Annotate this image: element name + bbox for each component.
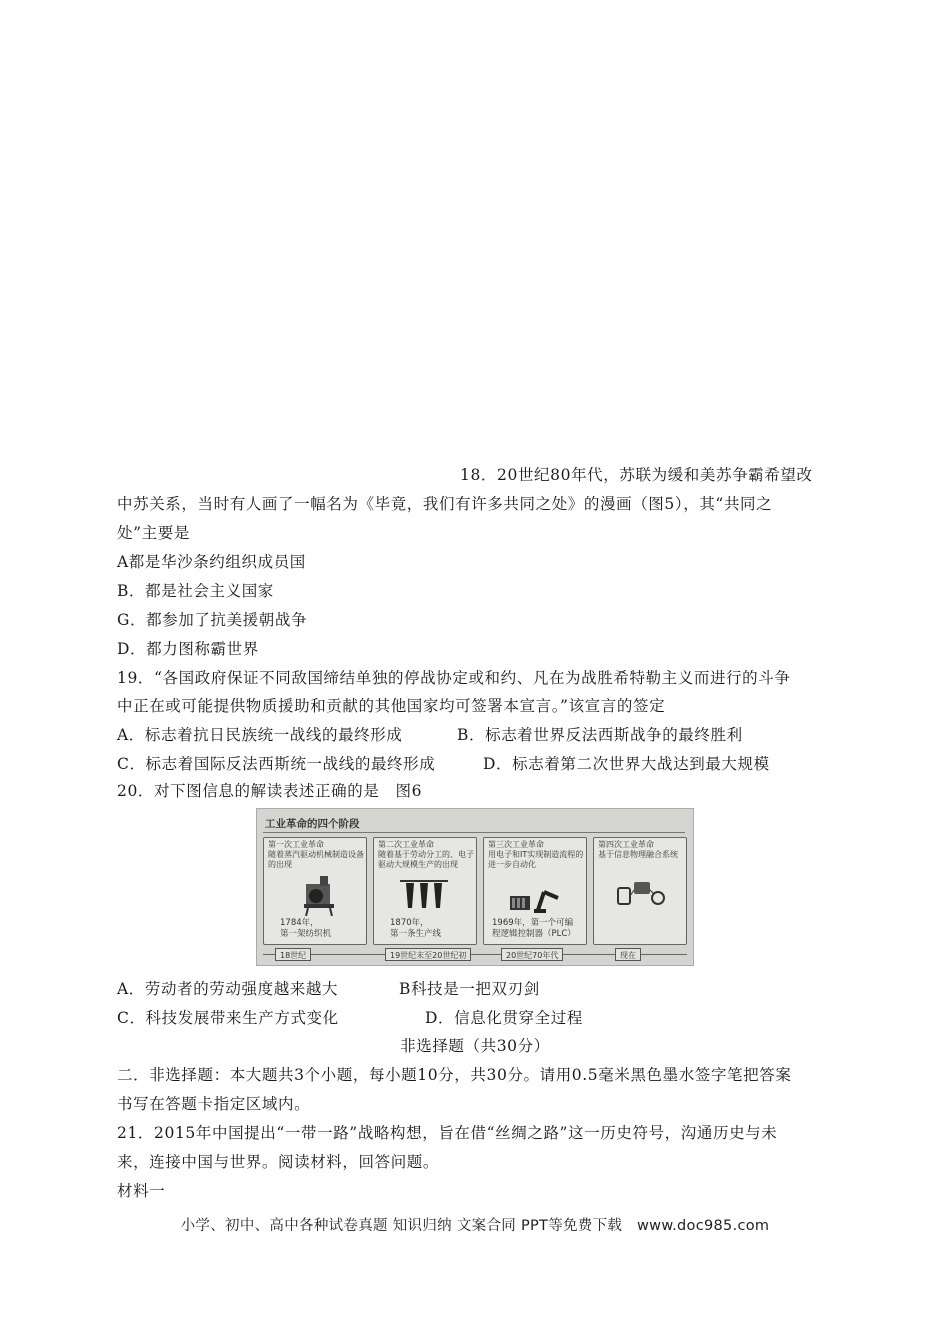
panel-fourth-revolution [593,837,687,945]
panel-year: 1969年，第一个可编 [492,918,574,928]
era-label: 现在 [615,948,641,961]
q21-material-label: 材料一 [117,1182,166,1200]
section-heading: 非选择题（共30分） [400,1037,550,1055]
panel-description: 随着蒸汽驱动机械制造设备的出现 [268,850,364,869]
q19-stem-line2: 中正在或可能提供物质援助和贡献的其他国家均可签署本宣言。”该宣言的签定 [117,697,666,715]
panel-first-revolution [263,837,367,945]
panel-year: 1870年， [390,918,429,928]
era-label: 19世纪末至20世纪初 [385,948,471,961]
panel-title: 第二次工业革命 [378,840,434,849]
q19-option-b: B．标志着世界反法西斯战争的最终胜利 [457,726,743,744]
page-footer: 小学、初中、高中各种试卷真题 知识归纳 文案合同 PPT等免费下载 www.doc985.com [180,1218,770,1234]
panel-note: 程逻辑控制器（PLC） [492,929,576,939]
q20-option-c: C．科技发展带来生产方式变化 [117,1009,339,1027]
panel-note: 第一条生产线 [390,929,442,939]
panel-description: 基于信息物理融合系统 [598,850,678,859]
q21-stem-line2: 来，连接中国与世界。阅读材料，回答问题。 [117,1153,440,1171]
q20-option-a: A．劳动者的劳动强度越来越大 [117,980,339,998]
q19-option-c: C．标志着国际反法西斯统一战线的最终形成 [117,755,436,773]
q19-option-d: D．标志着第二次世界大战达到最大规模 [483,755,770,773]
panel-third-revolution [483,837,587,945]
q20-option-b: B科技是一把双刃剑 [399,980,540,998]
figure-title: 工业革命的四个阶段 [265,818,360,830]
era-label: 20世纪70年代 [501,948,563,961]
section2-instruction-line2: 书写在答题卡指定区域内。 [117,1095,311,1113]
panel-year: 1784年， [280,918,319,928]
q18-option-a: A都是华沙条约组织成员国 [117,553,306,571]
q19-stem-line1: 19．“各国政府保证不同敌国缔结单独的停战协定或和约、凡在为战胜希特勒主义而进行的斗争 [117,669,791,687]
q20-option-d: D．信息化贯穿全过程 [425,1009,583,1027]
q18-stem-line2: 中苏关系，当时有人画了一幅名为《毕竟，我们有许多共同之处》的漫画（图5），其“共同之 [117,495,773,513]
robot-arm-icon [508,882,564,918]
panel-description: 随着基于劳动分工的、电子驱动大规模生产的出现 [378,850,474,869]
q18-option-c: G．都参加了抗美援朝战争 [117,611,308,629]
panel-title: 第一次工业革命 [268,840,324,849]
panel-second-revolution [373,837,477,945]
q18-stem-line3: 处”主要是 [117,524,190,542]
cyber-devices-icon [616,878,668,912]
q18-option-b: B．都是社会主义国家 [117,582,274,600]
q21-stem-line1: 21．2015年中国提出“一带一路”战略构想，旨在借“丝绸之路”这一历史符号，沟通历史与未 [117,1124,778,1142]
figure-6-industrial-revolution [256,808,694,966]
q19-option-a: A．标志着抗日民族统一战线的最终形成 [117,726,403,744]
panel-title: 第三次工业革命 [488,840,544,849]
panel-note: 第一架纺织机 [280,929,332,939]
q20-stem: 20．对下图信息的解读表述正确的是 图6 [117,782,423,800]
figure-title-rule [263,832,685,833]
q18-option-d: D．都力图称霸世界 [117,640,259,658]
panel-title: 第四次工业革命 [598,840,654,849]
era-label: 18世纪 [275,948,311,961]
q18-stem-line1: 18．20世纪80年代，苏联为缓和美苏争霸希望改 [460,466,813,484]
loom-icon [302,874,338,920]
panel-description: 用电子和IT实现制造流程的进一步自动化 [488,850,584,869]
section2-instruction-line1: 二．非选择题：本大题共3个小题，每小题10分，共30分。请用0.5毫米黑色墨水签字笔把答案 [117,1066,792,1084]
production-line-icon [400,878,448,916]
